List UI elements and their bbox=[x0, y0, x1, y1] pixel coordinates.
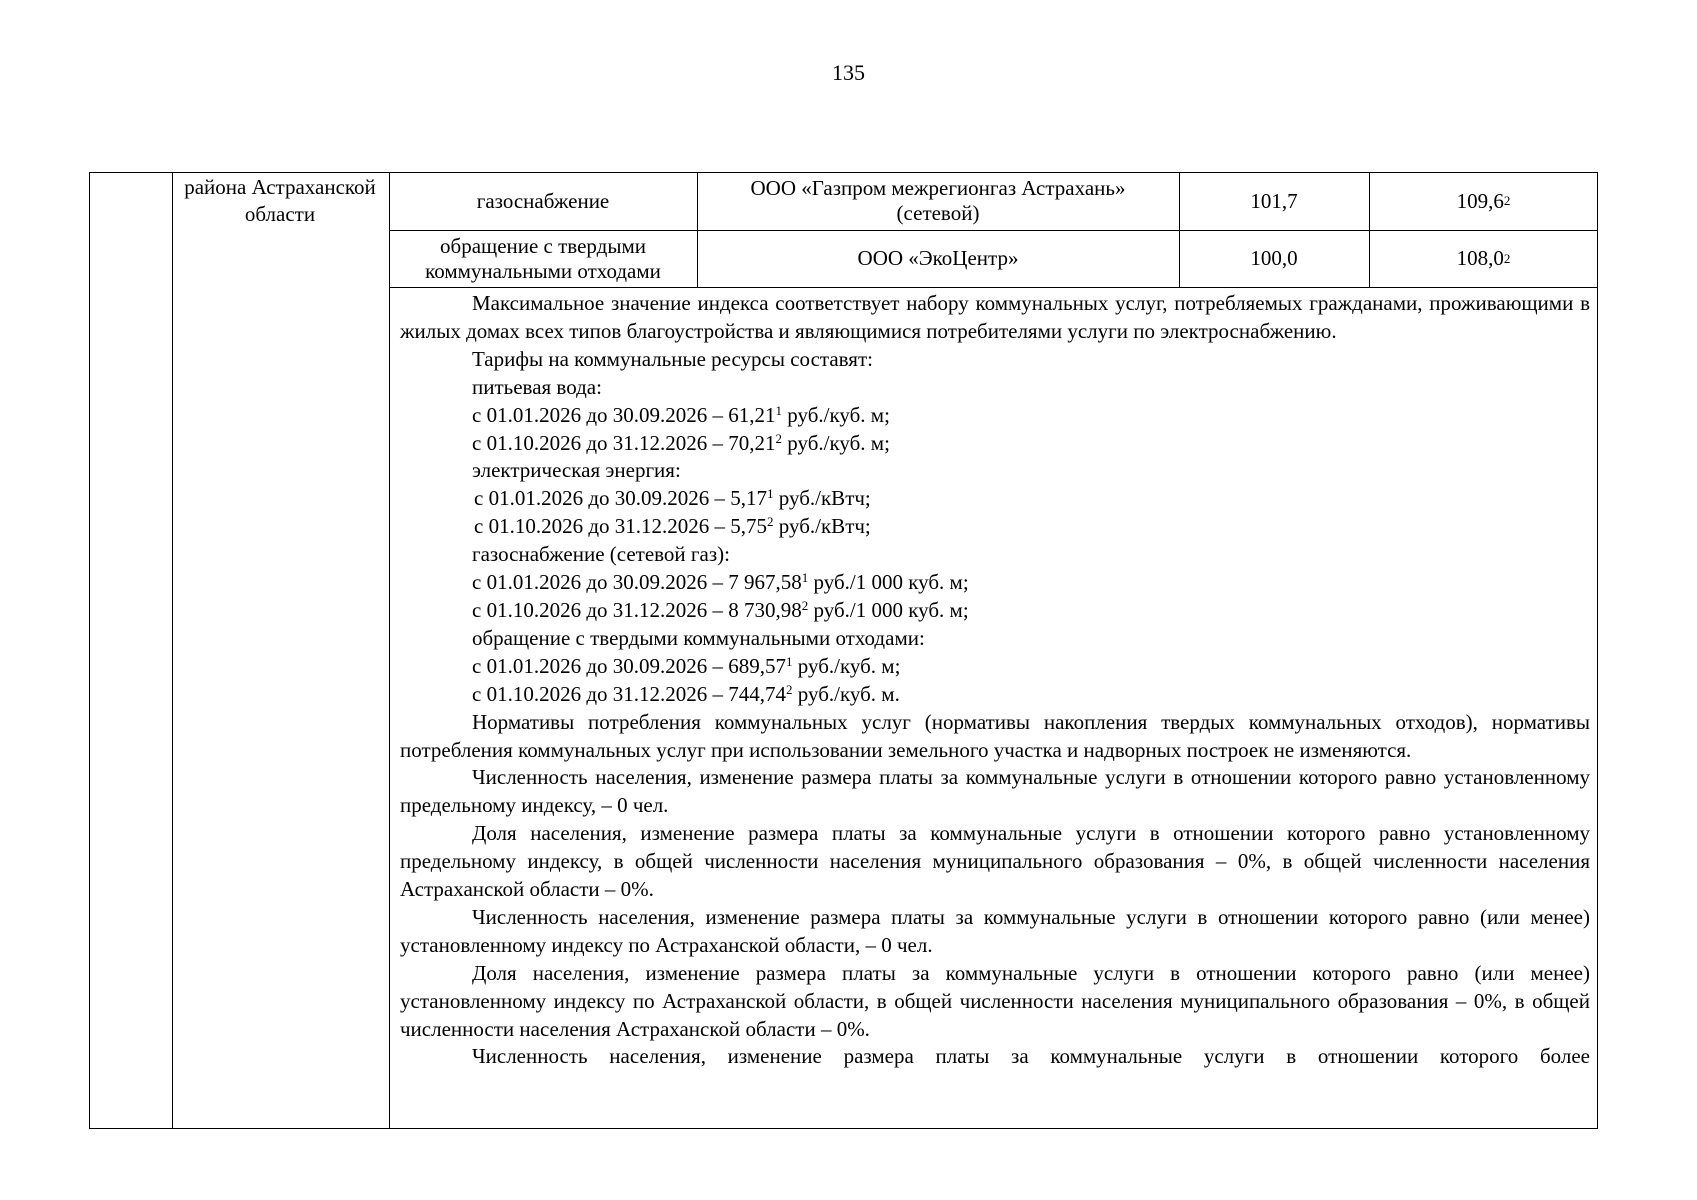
tariff-value: с 01.10.2026 до 31.12.2026 – 744,74 bbox=[472, 681, 787, 706]
tariff-value: с 01.01.2026 до 30.09.2026 – 61,21 bbox=[472, 402, 776, 427]
tariff-unit: руб./куб. м; bbox=[782, 430, 890, 455]
footnote-mark: 2 bbox=[786, 681, 793, 697]
footnote-mark: 1 bbox=[786, 653, 793, 669]
index-value: 108,0 bbox=[1456, 246, 1504, 270]
table-cell-index-max: 109,6 2 bbox=[1456, 188, 1511, 213]
tariff-unit: руб./куб. м; bbox=[792, 653, 901, 678]
table-cell-index-max: 108,0 2 bbox=[1456, 246, 1511, 270]
tariff-line bbox=[400, 485, 1590, 513]
tariff-unit: руб./куб. м; bbox=[782, 402, 890, 427]
tariff-label-water: питьевая вода: bbox=[472, 374, 602, 399]
table-cell-provider: ООО «Газпром межрегионгаз Астрахань» (сетевой) bbox=[750, 176, 1126, 225]
table-cell-provider: ООО «ЭкоЦентр» bbox=[857, 246, 1019, 270]
paragraph-population-regional: Численность населения, изменение размера платы за коммунальные услуги в отношении которого равно (или менее) установленному индексу по Астраханской области, – 0 чел. bbox=[400, 904, 1590, 957]
tariff-line bbox=[400, 430, 1590, 458]
tariffs-intro: Тарифы на коммунальные ресурсы составят: bbox=[472, 346, 873, 371]
table-cell-service: обращение с твердыми коммунальными отходами bbox=[425, 233, 661, 283]
tariff-value: с 01.10.2026 до 31.12.2026 – 8 730,98 bbox=[472, 597, 802, 622]
tariff-line bbox=[400, 653, 1590, 681]
tariff-label-gas: газоснабжение (сетевой газ): bbox=[472, 542, 730, 567]
footnote-mark: 2 bbox=[775, 430, 783, 446]
paragraph-population-limit: Численность населения, изменение размера платы за коммунальные услуги в отношении которого равно установленному предельному индексу, – 0 чел. bbox=[400, 765, 1590, 818]
page-number: 135 bbox=[832, 60, 865, 85]
table-cell-index: 100,0 bbox=[1250, 246, 1298, 270]
paragraph-share-regional: Доля населения, изменение размера платы за коммунальные услуги в отношении которого равно (или менее) установленному индексу по Астраханской области, в общей численности населения муниципального образования – 0%, в общей численности населения Астраханской области – 0%. bbox=[400, 960, 1590, 1041]
tariff-line bbox=[400, 513, 1590, 541]
tariff-value: с 01.01.2026 до 30.09.2026 – 5,17 bbox=[474, 486, 768, 511]
tariff-unit: руб./1 000 куб. м; bbox=[808, 570, 969, 595]
notes-section bbox=[400, 290, 1590, 1071]
table-cell-index: 101,7 bbox=[1250, 188, 1298, 213]
tariff-line bbox=[400, 681, 1590, 709]
tariff-line bbox=[400, 569, 1590, 597]
row-divider bbox=[389, 287, 1598, 288]
tariff-label-electricity: электрическая энергия: bbox=[472, 458, 681, 483]
tariff-value: с 01.01.2026 до 30.09.2026 – 7 967,58 bbox=[472, 570, 802, 595]
paragraph-share-limit: Доля населения, изменение размера платы за коммунальные услуги в отношении которого равно установленному предельному индексу, в общей численности населения муниципального образования – 0%, в общей численности населения Астраханской области – 0%. bbox=[400, 821, 1590, 902]
tariff-unit: руб./1 000 куб. м; bbox=[808, 597, 969, 622]
footnote-mark: 2 bbox=[767, 514, 774, 530]
tariff-value: с 01.01.2026 до 30.09.2026 – 689,57 bbox=[472, 653, 787, 678]
column-divider bbox=[172, 172, 173, 1129]
paragraph-population-above: Численность населения, изменение размера платы за коммунальные услуги в отношении которого более bbox=[472, 1044, 1590, 1069]
footnote-mark: 2 bbox=[801, 597, 809, 613]
footnote-mark: 1 bbox=[767, 486, 774, 502]
paragraph-norms: Нормативы потребления коммунальных услуг (нормативы накопления твердых коммунальных отходов), нормативы потребления коммунальных услуг при использовании земельного участка и надворных построек не изменяются. bbox=[400, 709, 1590, 762]
tariff-value: с 01.10.2026 до 31.12.2026 – 5,75 bbox=[474, 514, 768, 539]
footnote-mark: 1 bbox=[775, 402, 783, 418]
tariff-label-waste: обращение с твердыми коммунальными отходами: bbox=[472, 625, 925, 650]
footnote-mark: 1 bbox=[801, 570, 809, 586]
tariff-value: с 01.10.2026 до 31.12.2026 – 70,21 bbox=[472, 430, 776, 455]
tariff-line bbox=[400, 597, 1590, 625]
region-name: района Астраханской области bbox=[184, 175, 376, 226]
paragraph-max-index: Максимальное значение индекса соответствует набору коммунальных услуг, потребляемых гражданами, проживающими в жилых домах всех типов благоустройства и являющимися потребителями услуги по электроснабжению. bbox=[400, 291, 1590, 343]
index-value: 109,6 bbox=[1456, 188, 1504, 213]
tariff-unit: руб./кВтч; bbox=[773, 514, 871, 539]
tariff-unit: руб./куб. м. bbox=[792, 681, 900, 706]
tariff-line bbox=[400, 402, 1590, 430]
table-cell-service: газоснабжение bbox=[476, 188, 610, 213]
tariff-unit: руб./кВтч; bbox=[773, 486, 871, 511]
column-divider bbox=[389, 172, 390, 1129]
